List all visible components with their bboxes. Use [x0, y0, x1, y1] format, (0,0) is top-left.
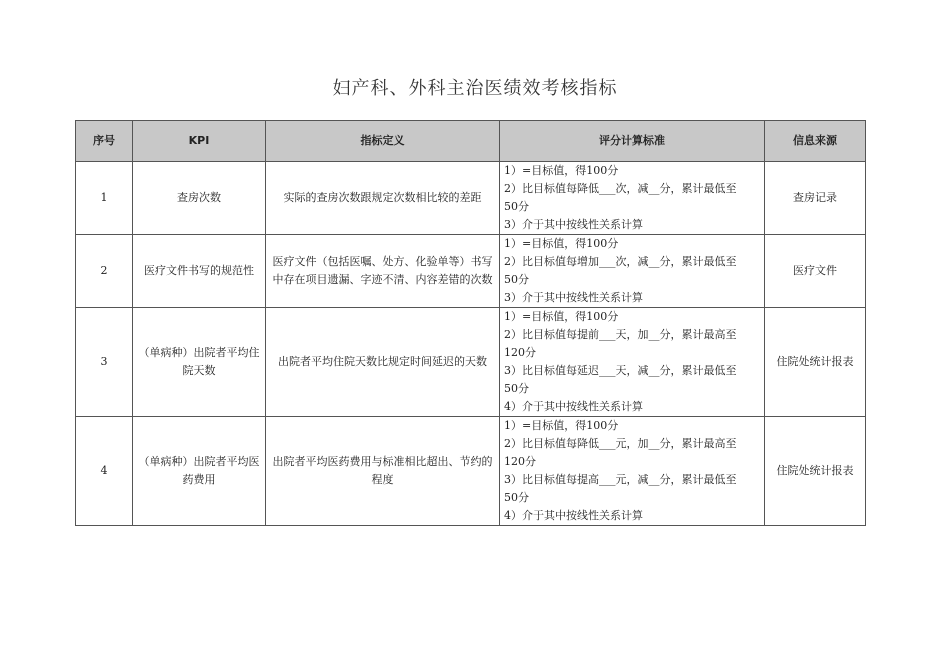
- standard-line: 50分: [504, 491, 529, 504]
- cell-seq: 1: [76, 162, 133, 235]
- standard-line: 50分: [504, 273, 529, 286]
- header-standard: 评分计算标准: [500, 121, 765, 162]
- standard-line: 2）比目标值每降低___元，加__分，累计最高至: [504, 437, 737, 450]
- standard-line: 4）介于其中按线性关系计算: [504, 509, 643, 522]
- standard-line: 3）介于其中按线性关系计算: [504, 218, 643, 231]
- cell-source: 住院处统计报表: [765, 308, 866, 417]
- cell-standard: [500, 308, 765, 417]
- table-row: [76, 308, 866, 417]
- header-definition: 指标定义: [266, 121, 500, 162]
- cell-standard: [500, 162, 765, 235]
- cell-kpi: 医疗文件书写的规范性: [133, 235, 266, 308]
- standard-line: 2）比目标值每降低___次，减__分，累计最低至: [504, 182, 737, 195]
- standard-line: 3）介于其中按线性关系计算: [504, 291, 643, 304]
- cell-seq: 3: [76, 308, 133, 417]
- cell-seq: 4: [76, 417, 133, 526]
- cell-kpi: 查房次数: [133, 162, 266, 235]
- cell-standard: [500, 235, 765, 308]
- cell-standard: [500, 417, 765, 526]
- cell-kpi: （单病种）出院者平均医药费用: [133, 417, 266, 526]
- cell-definition: 医疗文件（包括医嘱、处方、化验单等）书写中存在项目遗漏、字迹不清、内容差错的次数: [266, 235, 500, 308]
- header-kpi: KPI: [133, 121, 266, 162]
- standard-line: 120分: [504, 455, 536, 468]
- standard-line: 3）比目标值每提高___元，减__分，累计最低至: [504, 473, 737, 486]
- cell-definition: 实际的查房次数跟规定次数相比较的差距: [266, 162, 500, 235]
- cell-kpi: （单病种）出院者平均住院天数: [133, 308, 266, 417]
- cell-definition: 出院者平均住院天数比规定时间延迟的天数: [266, 308, 500, 417]
- cell-definition: 出院者平均医药费用与标准相比超出、节约的程度: [266, 417, 500, 526]
- standard-line: 50分: [504, 382, 529, 395]
- standard-line: 4）介于其中按线性关系计算: [504, 400, 643, 413]
- standard-line: 1）=目标值，得100分: [504, 237, 619, 250]
- standard-line: 3）比目标值每延迟___天，减__分，累计最低至: [504, 364, 737, 377]
- header-source: 信息来源: [765, 121, 866, 162]
- standard-line: 2）比目标值每提前___天，加__分，累计最高至: [504, 328, 737, 341]
- table-header-row: [76, 121, 866, 162]
- standard-line: 1）=目标值，得100分: [504, 419, 619, 432]
- kpi-table: [75, 120, 866, 526]
- table-row: [76, 162, 866, 235]
- cell-source: 查房记录: [765, 162, 866, 235]
- standard-line: 50分: [504, 200, 529, 213]
- cell-source: 住院处统计报表: [765, 417, 866, 526]
- cell-seq: 2: [76, 235, 133, 308]
- standard-line: 1）=目标值，得100分: [504, 164, 619, 177]
- standard-line: 120分: [504, 346, 536, 359]
- cell-source: 医疗文件: [765, 235, 866, 308]
- standard-line: 1）=目标值，得100分: [504, 310, 619, 323]
- header-seq: 序号: [76, 121, 133, 162]
- table-row: [76, 235, 866, 308]
- page-title: 妇产科、外科主治医绩效考核指标: [332, 78, 618, 99]
- standard-line: 2）比目标值每增加___次，减__分，累计最低至: [504, 255, 737, 268]
- table-row: [76, 417, 866, 526]
